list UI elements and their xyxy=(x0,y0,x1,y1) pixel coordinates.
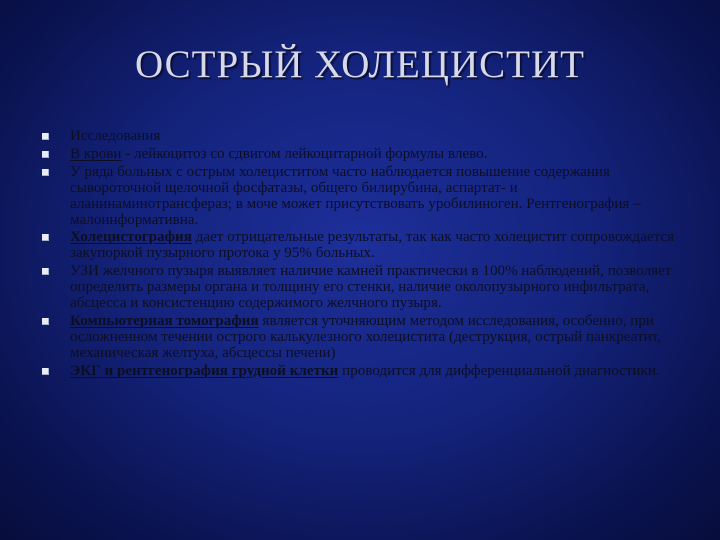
bullet-list xyxy=(40,129,680,382)
bullet-text: дает отрицательные результаты, так как часто холецистит сопровождается закупоркой пузырного протока у 95% больных. xyxy=(70,229,675,262)
square-bullet-icon xyxy=(42,368,49,375)
bullet-text: У ряда больных с острым холециститом часто наблюдается повышение содержания сывороточной щелочной фосфатазы, общего билирубина, аспартат- и аланинаминотрансфераз; в моче может присутствовать уробилиноген. Рентгенография – малоинформативна. xyxy=(70,163,641,228)
square-bullet-icon xyxy=(42,151,49,158)
bullet-lead: Компьютерная томография xyxy=(70,312,259,329)
square-bullet-icon xyxy=(42,234,49,241)
bullet-lead: ЭКГ и рентгенография грудной клетки xyxy=(70,362,339,379)
bullet-item-blood xyxy=(40,147,680,163)
bullet-text: УЗИ желчного пузыря выявляет наличие камней практически в 100% наблюдений, позволяет определить размеры органа и толщину его стенки, наличие околопузырного инфильтрата, абсцесса и консистенцию содержимого желчного пузыря. xyxy=(70,263,672,312)
slide-title: ОСТРЫЙ ХОЛЕЦИСТИТ xyxy=(135,43,585,86)
bullet-item-biochemistry xyxy=(40,165,680,229)
bullet-item-ct xyxy=(40,314,680,362)
bullet-lead: Холецистография xyxy=(70,229,192,246)
square-bullet-icon xyxy=(42,268,49,275)
bullet-text: - лейкоцитоз со сдвигом лейкоцитарной формулы влево. xyxy=(121,145,488,162)
bullet-lead: В крови xyxy=(70,145,122,162)
bullet-text: является уточняющим методом исследования, особенно, при осложненном течении острого калькулезного холецистита (деструкция, острый панкреатит, механическая желтуха, абсцессы печени) xyxy=(70,312,661,361)
bullet-text: проводится для дифференциальной диагностики. xyxy=(338,362,660,379)
square-bullet-icon xyxy=(42,169,49,176)
square-bullet-icon xyxy=(42,318,49,325)
bullet-item-ultrasound xyxy=(40,264,680,312)
bullet-text: Исследования xyxy=(70,128,161,144)
bullet-item-ecg-xray xyxy=(40,364,680,380)
bullet-item-studies xyxy=(40,129,680,145)
bullet-item-cholecystography xyxy=(40,230,680,262)
square-bullet-icon xyxy=(42,133,49,140)
